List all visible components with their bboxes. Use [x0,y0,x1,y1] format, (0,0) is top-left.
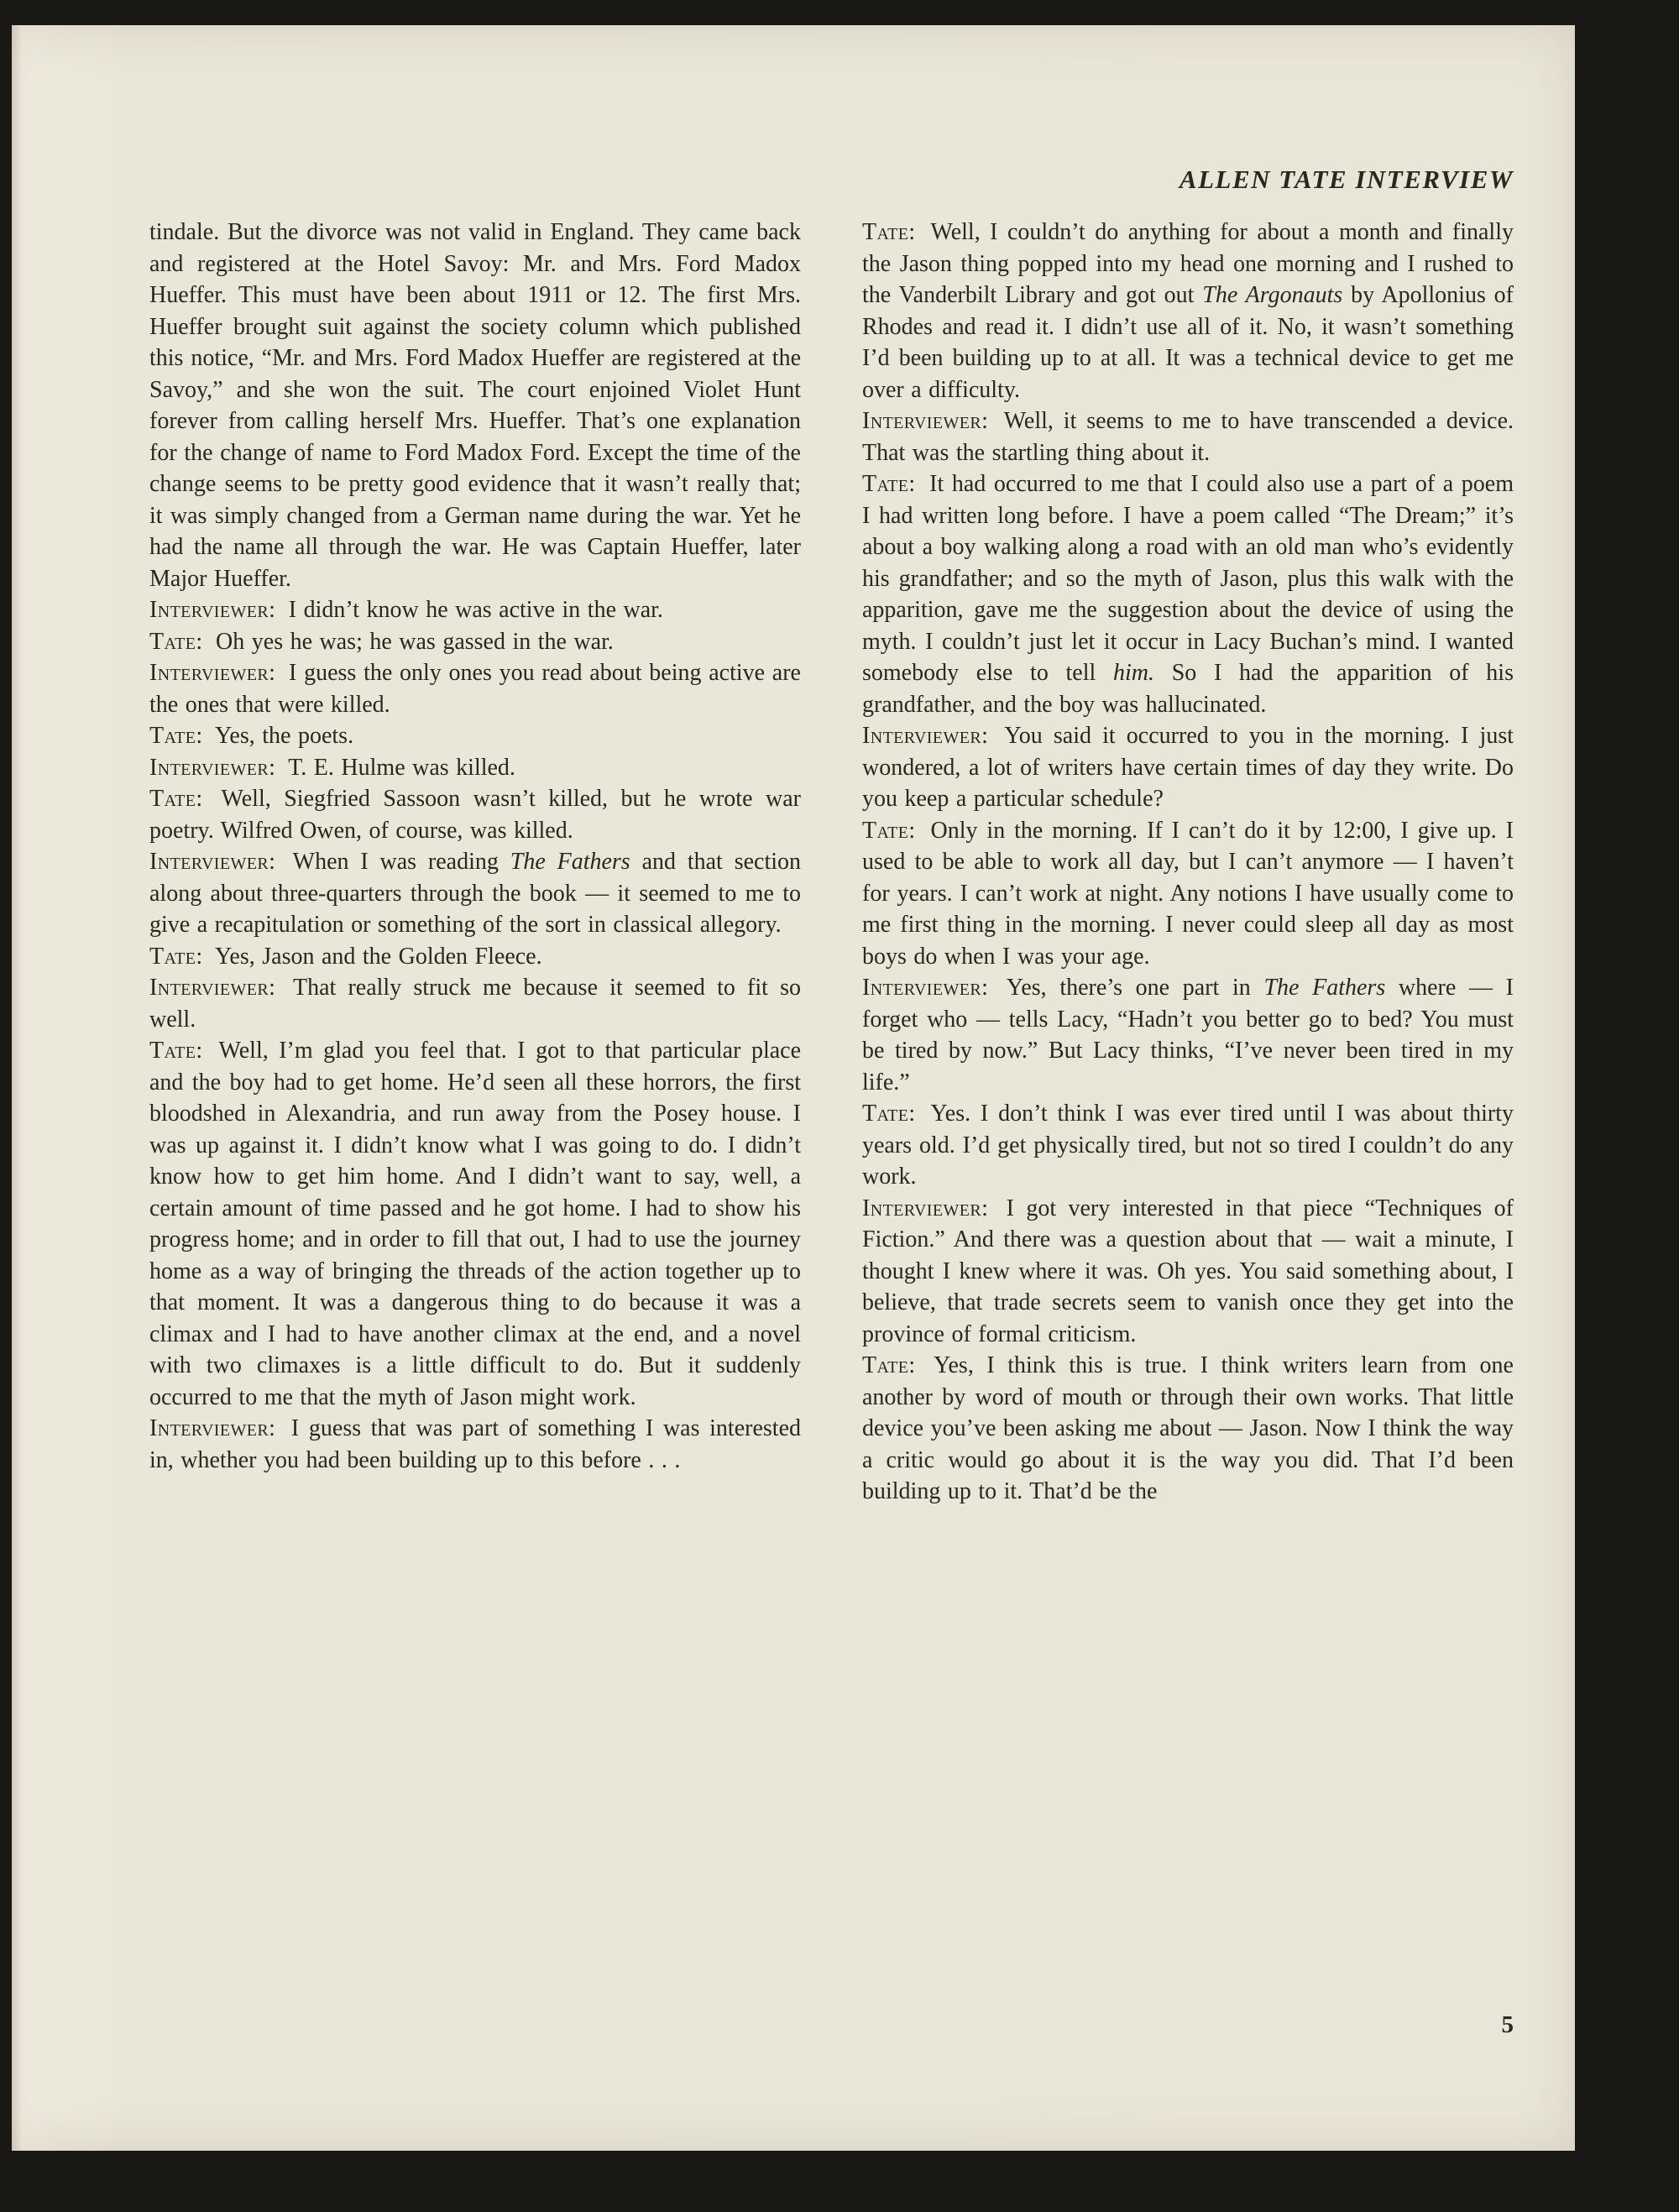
speaker-label: Tate: [862,817,916,844]
paragraph [149,720,801,752]
text-run: Well, it seems to me to have transcended a device. That was the startling thing about it. [862,408,1514,466]
speaker-label: Interviewer: [149,660,276,686]
text-run: That really struck me because it seemed to fit so well. [149,975,801,1033]
speaker-label: Tate: [862,1352,916,1378]
italic-text-run: The Fathers [510,849,630,875]
text-run: You said it occurred to you in the morning. I just wondered, a lot of writers have certain times of day they write. Do you keep a particular schedule? [862,723,1514,812]
speaker-label: Tate: [862,219,916,245]
paragraph [862,972,1514,1098]
speaker-label: Tate: [149,723,203,749]
paragraph [149,752,801,784]
text-run: Well, I couldn’t do anything for about a month and finally the Jason thing popped into my head one morning and I rushed to the Vanderbilt Library and got out [862,219,1514,308]
paragraph [149,217,801,594]
speaker-label: Interviewer: [862,975,989,1001]
text-run: When I was reading [292,849,510,875]
text-run: I guess the only ones you read about being active are the ones that were killed. [149,660,801,718]
text-run: Only in the morning. If I can’t do it by 12:00, I give up. I used to be able to work all day, but I can’t anymore — I haven’t for years. I can’t work at night. Any notions I have usually come to me first thing in the morning. I never could sleep all day as most boys do when I was your age. [862,817,1514,970]
text-run: Yes, there’s one part in [1006,975,1264,1001]
text-run: It had occurred to me that I could also use a part of a poem I had written long before. I have a poem called “The Dream;” it’s about a boy walking along a road with an old man who’s evidently his grandfather; and so the myth of Jason, plus this walk with the apparition, gave me the suggestion about the device of using the myth. I couldn’t just let it occur in Lacy Buchan’s mind. I wanted somebody else to tell [862,471,1514,686]
running-head: ALLEN TATE INTERVIEW [1179,165,1514,194]
speaker-label: Interviewer: [862,723,989,749]
text-run: where — I forget who — tells Lacy, “Hadn’t you better go to bed? You must be tired by now.” But Lacy thinks, “I’ve never been tired in my life.” [862,975,1514,1096]
text-run: T. E. Hulme was killed. [288,754,515,781]
italic-text-run: him. [1113,660,1154,686]
paragraph [149,626,801,658]
speaker-label: Interviewer: [149,849,276,875]
paragraph [149,846,801,941]
text-run: Oh yes he was; he was gassed in the war. [216,628,614,655]
speaker-label: Interviewer: [862,408,989,434]
paragraph [149,1035,801,1413]
paragraph [862,1350,1514,1508]
text-run: I didn’t know he was active in the war. [288,597,663,623]
speaker-label: Interviewer: [149,754,276,781]
paragraph [149,594,801,626]
paragraph [149,1413,801,1476]
paragraph [862,468,1514,720]
italic-text-run: The Fathers [1263,975,1386,1001]
paragraph [149,972,801,1035]
speaker-label: Interviewer: [149,975,276,1001]
text-run: I guess that was part of something I was interested in, whether you had been building up to this before . . . [149,1415,801,1473]
paragraph [862,217,1514,405]
left-column [149,217,801,1476]
text-run: Well, I’m glad you feel that. I got to that particular place and the boy had to get home. He’d seen all these horrors, the first bloodshed in Alexandria, and run away from the Posey house. I was up against it. I didn’t know what I was going to do. I didn’t know how to get him home. And I didn’t want to say, well, a certain amount of time passed and he got home. I had to show his progress home; and in order to fill that out, I had to use the journey home as a way of bringing the threads of the action together up to that moment. It was a dangerous thing to do because it was a climax and I had to have another climax at the end, and a novel with two climaxes is a little difficult to do. But it suddenly occurred to me that the myth of Jason might work. [149,1038,801,1410]
paragraph [862,405,1514,468]
speaker-label: Tate: [149,786,203,812]
speaker-label: Tate: [149,1038,203,1064]
text-run: and that section along about three-quarters through the book — it seemed to me to give a recapitulation or something of the sort in classical allegory. [149,849,802,938]
speaker-label: Interviewer: [149,597,276,623]
paragraph [862,815,1514,973]
paragraph [149,783,801,846]
speaker-label: Tate: [862,1101,916,1127]
text-run: So I had the apparition of his grandfather, and the boy was hallucinated. [862,660,1514,718]
text-run: Well, Siegfried Sassoon wasn’t killed, but he wrote war poetry. Wilfred Owen, of course, was killed. [149,786,801,844]
italic-text-run: The Argonauts [1202,282,1343,308]
paragraph [862,1193,1514,1351]
right-column [862,217,1514,1508]
scanned-page [12,25,1575,2151]
paragraph [149,941,801,973]
text-run: Yes. I don’t think I was ever tired until I was about thirty years old. I’d get physically tired, but not so tired I couldn’t do any work. [862,1101,1514,1190]
paragraph [862,1098,1514,1193]
speaker-label: Interviewer: [862,1195,989,1221]
speaker-label: Tate: [149,628,203,655]
text-run: Yes, the poets. [215,723,354,749]
speaker-label: Tate: [149,943,203,970]
paragraph [149,657,801,720]
speaker-label: Tate: [862,471,916,497]
paragraph [862,720,1514,815]
text-run: Yes, I think this is true. I think writers learn from one another by word of mouth or through their own works. That little device you’ve been asking me about — Jason. Now I think the way a critic would go about it is the way you did. That I’d been building up to it. That’d be the [862,1352,1514,1504]
speaker-label: Interviewer: [149,1415,276,1441]
text-run: Yes, Jason and the Golden Fleece. [215,943,542,970]
page-number: 5 [1501,2011,1514,2038]
text-run: by Apollonius of Rhodes and read it. I didn’t use all of it. No, it wasn’t something I’d been building up to at all. It was a technical device to get me over a difficulty. [862,282,1514,403]
text-run: tindale. But the divorce was not valid in England. They came back and registered at the Hotel Savoy: Mr. and Mrs. Ford Madox Hueffer. This must have been about 1911 or 12. The first Mrs. Hueffer brought suit against the society column which published this notice, “Mr. and Mrs. Ford Madox Hueffer are registered at the Savoy,” and she won the suit. The court enjoined Violet Hunt forever from calling herself Mrs. Hueffer. That’s one explanation for the change of name to Ford Madox Ford. Except the time of the change seems to be pretty good evidence that it wasn’t really that; it was simply changed from a German name during the war. Yet he had the name all through the war. He was Captain Hueffer, later Major Hueffer. [149,219,801,592]
text-run: I got very interested in that piece “Techniques of Fiction.” And there was a question about that — wait a minute, I thought I knew where it was. Oh yes. You said something about, I believe, that trade secrets seem to vanish once they get into the province of formal criticism. [862,1195,1514,1347]
